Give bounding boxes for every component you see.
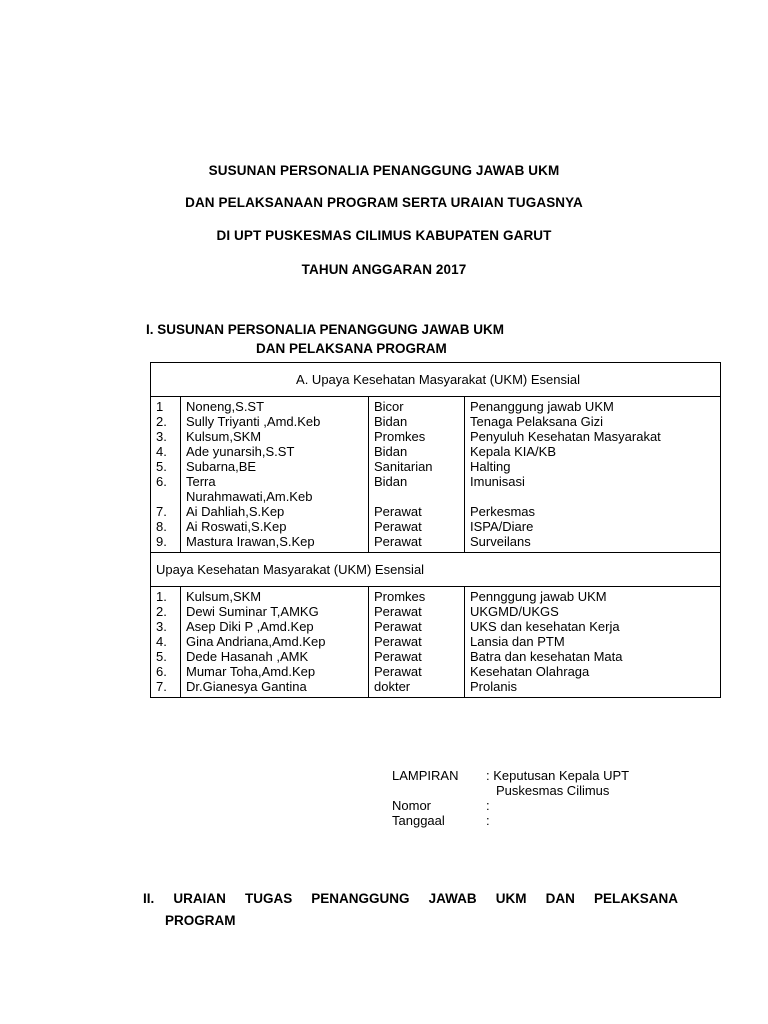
tanggal-row [392,813,629,828]
row-number: 6. [151,664,181,679]
section-2-line-2: PROGRAM [165,913,236,928]
row-number: 6. [151,474,181,489]
row-task: Lansia dan PTM [465,634,721,649]
lampiran-label: LAMPIRAN [392,768,459,783]
row-task: Halting [465,459,721,474]
doc-title-line-1: SUSUNAN PERSONALIA PENANGGUNG JAWAB UKM [208,163,560,178]
table-row [151,414,721,429]
table-row [151,459,721,474]
section-2-line-1 [143,888,678,910]
lampiran-block [392,768,629,828]
group-b-header: Upaya Kesehatan Masyarakat (UKM) Esensial [151,553,721,587]
row-task: Kesehatan Olahraga [465,664,721,679]
row-role: Bidan [369,414,465,429]
personnel-table [150,362,721,698]
row-task: Prolanis [465,679,721,698]
table-row [151,489,721,504]
row-name: Mumar Toha,Amd.Kep [181,664,369,679]
row-task: Imunisasi [465,474,721,489]
row-name: Dr.Gianesya Gantina [181,679,369,698]
doc-title-line-4: TAHUN ANGGARAN 2017 [301,262,467,277]
row-role: Perawat [369,604,465,619]
row-role: Promkes [369,587,465,605]
row-number: 1. [151,587,181,605]
row-number [151,489,181,504]
row-number: 4. [151,634,181,649]
row-number: 7. [151,504,181,519]
row-task: Tenaga Pelaksana Gizi [465,414,721,429]
row-role: Bidan [369,474,465,489]
section-2-word: URAIAN [173,891,226,906]
table-row [151,587,721,605]
lampiran-value: : Keputusan Kepala UPT [486,768,630,783]
section-1-heading: I. SUSUNAN PERSONALIA PENANGGUNG JAWAB UKM [146,322,505,337]
table-row [151,649,721,664]
row-name: Gina Andriana,Amd.Kep [181,634,369,649]
row-task: Pennggung jawab UKM [465,587,721,605]
row-role: Perawat [369,619,465,634]
row-number: 2. [151,414,181,429]
row-name: Sully Triyanti ,Amd.Keb [181,414,369,429]
row-name: Ade yunarsih,S.ST [181,444,369,459]
table-row [151,634,721,649]
row-task: UKS dan kesehatan Kerja [465,619,721,634]
table-row [151,504,721,519]
table-row [151,429,721,444]
row-role: dokter [369,679,465,698]
row-role: Perawat [369,664,465,679]
row-number: 7. [151,679,181,698]
row-number: 5. [151,459,181,474]
table-row [151,534,721,553]
table-row [151,519,721,534]
row-task: Penanggung jawab UKM [465,397,721,415]
row-task: UKGMD/UKGS [465,604,721,619]
row-task: Surveilans [465,534,721,553]
row-task: ISPA/Diare [465,519,721,534]
row-number: 4. [151,444,181,459]
row-role: Bicor [369,397,465,415]
row-number: 5. [151,649,181,664]
row-role: Perawat [369,519,465,534]
row-role: Perawat [369,649,465,664]
lampiran-row [392,768,629,783]
row-number: 2. [151,604,181,619]
section-2-word: II. [143,891,155,906]
section-2-word: PENANGGUNG [311,891,410,906]
row-task: Batra dan kesehatan Mata [465,649,721,664]
table-row [151,474,721,489]
tanggal-label: Tanggaal [392,813,445,828]
table-row [151,679,721,698]
row-role: Perawat [369,534,465,553]
row-number: 9. [151,534,181,553]
lampiran-value-2: Puskesmas Cilimus [496,783,610,798]
row-name: Ai Roswati,S.Kep [181,519,369,534]
row-role [369,489,465,504]
table-row [151,619,721,634]
section-1-subheading: DAN PELAKSANA PROGRAM [256,341,447,356]
row-name: Noneng,S.ST [181,397,369,415]
row-number: 3. [151,619,181,634]
row-role: Perawat [369,634,465,649]
section-2-word: UKM [495,891,527,906]
nomor-row [392,798,629,813]
row-name: Kulsum,SKM [181,587,369,605]
row-name: Nurahmawati,Am.Keb [181,489,369,504]
doc-title-line-3: DI UPT PUSKESMAS CILIMUS KABUPATEN GARUT [216,228,552,243]
table-row [151,397,721,415]
row-task [465,489,721,504]
nomor-label: Nomor [392,798,432,813]
lampiran-row-2 [392,783,629,798]
row-number: 3. [151,429,181,444]
row-name: Kulsum,SKM [181,429,369,444]
table-row [151,664,721,679]
row-name: Asep Diki P ,Amd.Kep [181,619,369,634]
section-2-heading [143,888,678,932]
section-2-word: DAN [545,891,575,906]
row-task: Penyuluh Kesehatan Masyarakat [465,429,721,444]
group-a-header-row [151,363,721,397]
row-name: Dede Hasanah ,AMK [181,649,369,664]
row-name: Mastura Irawan,S.Kep [181,534,369,553]
group-a-header: A. Upaya Kesehatan Masyarakat (UKM) Esensial [151,363,721,397]
group-a [151,363,721,553]
row-name: Subarna,BE [181,459,369,474]
nomor-value: : [486,798,490,813]
table-row [151,444,721,459]
doc-title-line-2: DAN PELAKSANAAN PROGRAM SERTA URAIAN TUGASNYA [185,195,583,210]
section-2-word: TUGAS [244,891,293,906]
row-role: Perawat [369,504,465,519]
row-number: 8. [151,519,181,534]
row-task: Kepala KIA/KB [465,444,721,459]
row-task: Perkesmas [465,504,721,519]
row-name: Terra [181,474,369,489]
row-name: Dewi Suminar T,AMKG [181,604,369,619]
group-b-header-row [151,553,721,587]
section-2-word: JAWAB [428,891,477,906]
row-role: Sanitarian [369,459,465,474]
tanggal-value: : [486,813,490,828]
group-b [151,553,721,698]
table-row [151,604,721,619]
section-2-word: PELAKSANA [593,891,678,906]
row-role: Bidan [369,444,465,459]
row-role: Promkes [369,429,465,444]
row-name: Ai Dahliah,S.Kep [181,504,369,519]
row-number: 1 [151,397,181,415]
